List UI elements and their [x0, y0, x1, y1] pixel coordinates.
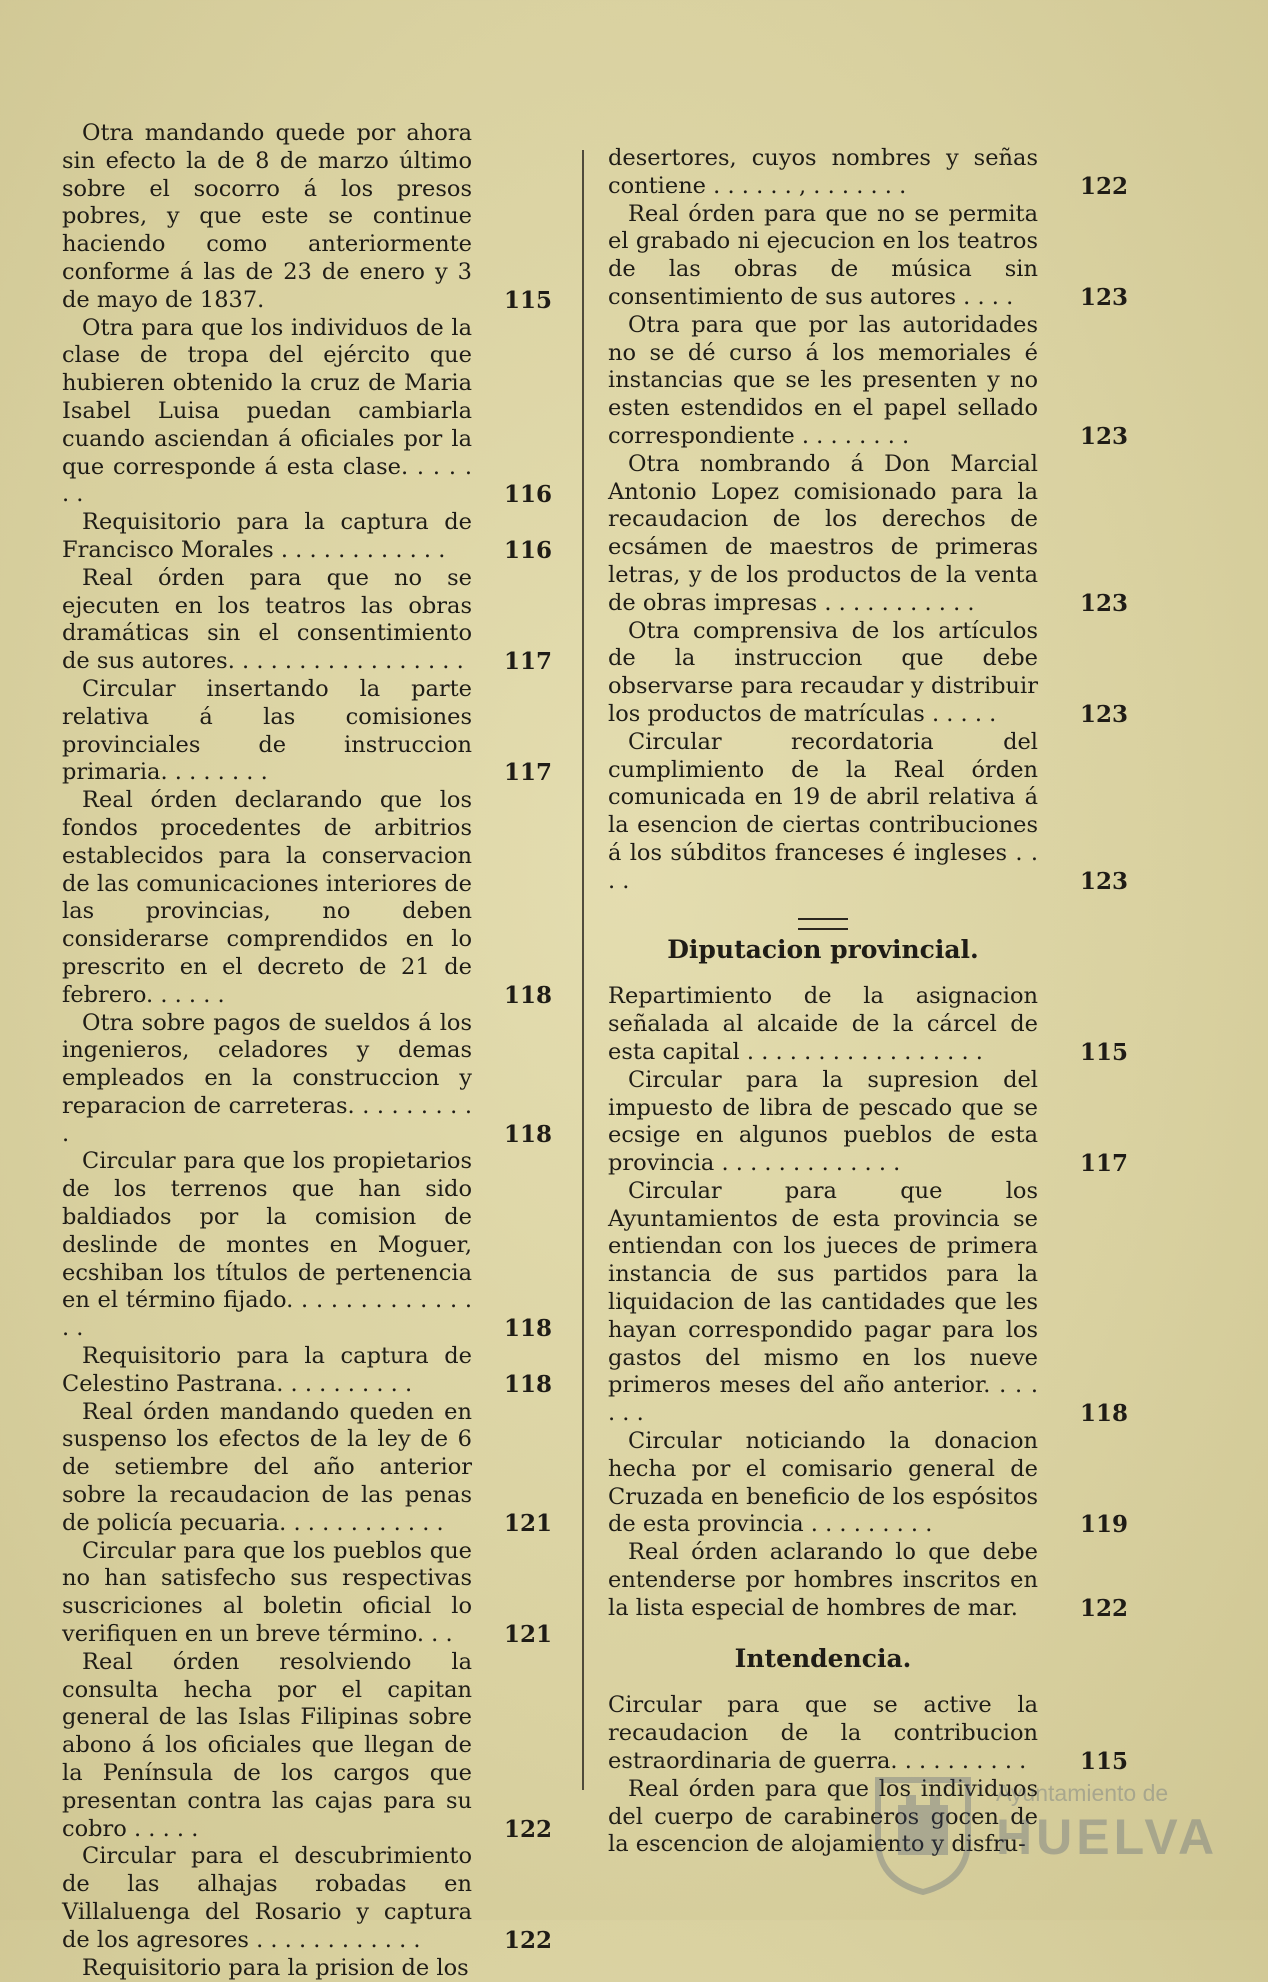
city-crest-icon	[868, 1770, 978, 1895]
watermark-line1: Ayuntamiento de	[996, 1780, 1169, 1806]
index-entry	[62, 1649, 562, 1844]
index-entry	[62, 1538, 562, 1649]
entry-text: desertores, cuyos nombres y señas contiene . . . . . . , . . . . . . .	[608, 145, 1038, 199]
entry-text: Real órden para que no se permita el grabado ni ejecucion en los teatros de las obras de música sin consentimiento de sus autores . . . .	[608, 200, 1038, 310]
entry-text: Otra para que por las autoridades no se dé curso á los memoriales é instancias que se les presenten y no esten estendidos en el papel sellado correspondiente . . . . . . . .	[608, 311, 1038, 449]
entry-page-number: 115	[1079, 1038, 1128, 1066]
sections	[608, 918, 1138, 1860]
entry-text: Otra nombrando á Don Marcial Antonio Lopez comisionado para la recaudacion de los derechos de ecsámen de maestros de primeras letras, y de los productos de la venta de obras impresas . . . . . . . . . . .	[608, 450, 1038, 616]
index-entry	[608, 729, 1138, 896]
entry-page-number: 121	[503, 1509, 552, 1537]
index-entry	[608, 983, 1138, 1066]
entry-text: Otra para que los individuos de la clase de tropa del ejército que hubieren obtenido la cruz de Maria Isabel Luisa puedan cambiarla cuando asciendan á oficiales por la que corresponde á esta clase. . . . . . .	[62, 314, 472, 508]
entry-page-number: 123	[1079, 589, 1128, 617]
entry-text: Otra comprensiva de los artículos de la instruccion que debe observarse para recaudar y distribuir los productos de matrículas . . . . .	[608, 617, 1038, 727]
entry-text: Circular para que los Ayuntamientos de esta provincia se entiendan con los jueces de primera instancia de sus partidos para la liquidacion de las cantidades que les hayan correspondido pagar para los gastos del mismo en los nueve primeros meses del año anterior. . . . . . .	[608, 1177, 1038, 1427]
entry-page-number: 123	[1079, 700, 1128, 728]
entry-page-number: 115	[1079, 1748, 1128, 1776]
entry-text: Circular para que los propietarios de los terrenos que han sido baldiados por la comision de deslinde de montes en Moguer, ecshiban los títulos de pertenencia en el término fijado. . . . . . . . . . . . . . .	[62, 1148, 472, 1342]
index-entry	[608, 201, 1138, 312]
entry-text: Real órden para que no se ejecuten en los teatros las obras dramáticas sin el consentimiento de sus autores. . . . . . . . . . . . . . . . .	[62, 564, 472, 675]
index-entry	[62, 1148, 562, 1343]
watermark	[868, 1770, 1219, 1900]
entry-page-number: 122	[503, 1815, 552, 1843]
index-entry	[62, 315, 562, 510]
entry-page-number: 123	[1079, 867, 1128, 895]
right-intro-entries	[608, 145, 1138, 896]
entry-text: Otra mandando quede por ahora sin efecto la de 8 de marzo último sobre el socorro á los presos pobres, y que este se continue haciendo como anteriormente conforme á las de 23 de enero y 3 de mayo de 1837.	[62, 120, 472, 313]
entry-text: Circular para la supresion del impuesto de libra de pescado que se ecsige en algunos pueblos de esta provincia . . . . . . . . . . . . .	[608, 1066, 1038, 1177]
entry-text: Repartimiento de la asignacion señalada al alcaide de la cárcel de esta capital . . . . . . . . . . . . . . . . .	[608, 983, 1038, 1065]
entry-text: Requisitorio para la captura de Francisco Morales . . . . . . . . . . . .	[62, 509, 472, 563]
entry-text: Circular noticiando la donacion hecha por el comisario general de Cruzada en beneficio de los espósitos de esta provincia . . . . . . . . .	[608, 1428, 1038, 1538]
entry-text: Circular para que los pueblos que no han satisfecho sus respectivas suscriciones al boletin oficial lo verifiquen en un breve término. . .	[62, 1537, 472, 1648]
entry-page-number: 121	[503, 1621, 552, 1649]
entry-text: Real órden declarando que los fondos procedentes de arbitrios establecidos para la conservacion de las comunicaciones interiores de las provincias, no deben considerarse comprendidos en lo prescrito en el decreto de 21 de febrero. . . . . .	[62, 787, 472, 1008]
index-entry	[62, 787, 562, 1009]
section-heading	[608, 1645, 1038, 1673]
index-entry	[62, 1399, 562, 1538]
entry-page-number: 122	[503, 1926, 552, 1954]
index-entry	[608, 451, 1138, 618]
column-divider	[582, 150, 584, 1790]
entry-text: Requisitorio para la prision de los	[82, 1954, 469, 1981]
entry-page-number: 118	[503, 981, 552, 1009]
entry-text: Real órden para que los individuos del cuerpo de carabineros gocen de la escencion de alojamiento y disfru-	[608, 1775, 1038, 1858]
entry-text: Circular insertando la parte relativa á las comisiones provinciales de instruccion primaria. . . . . . . .	[62, 675, 472, 786]
watermark-line2: HUELVA	[996, 1809, 1219, 1865]
entry-text: Circular recordatoria del cumplimiento de la Real órden comunicada en 19 de abril relativa á la esencion de ciertas contribuciones á los súbditos franceses é ingleses . . . .	[608, 728, 1038, 894]
entry-page-number: 117	[503, 759, 552, 787]
index-entry	[62, 509, 562, 565]
entry-page-number: 116	[503, 536, 552, 564]
entry-page-number: 122	[1079, 172, 1128, 200]
index-entry	[608, 1692, 1138, 1775]
right-column	[608, 145, 1138, 1859]
entry-text: Real órden mandando queden en suspenso los efectos de la ley de 6 de setiembre del año anterior sobre la recaudacion de las penas de policía pecuaria. . . . . . . . . . . .	[62, 1398, 472, 1536]
entry-page-number: 122	[1079, 1594, 1128, 1622]
index-entry	[608, 145, 1138, 201]
index-entry	[608, 1539, 1138, 1622]
index-entry	[62, 1010, 562, 1149]
left-column	[62, 120, 562, 1982]
entry-text: Requisitorio para la captura de Celestino Pastrana. . . . . . . . . .	[62, 1343, 472, 1397]
index-entry	[608, 1428, 1138, 1539]
entry-page-number: 119	[1079, 1511, 1128, 1539]
index-entry	[608, 1067, 1138, 1178]
ornament-rule	[798, 918, 848, 930]
index-entry	[62, 120, 562, 315]
entry-text: Circular para el descubrimiento de las alhajas robadas en Villaluenga del Rosario y captura de los agresores . . . . . . . . . . . .	[62, 1843, 472, 1953]
index-entry	[608, 312, 1138, 451]
entry-page-number: 118	[503, 1370, 552, 1398]
entry-text: Real órden resolviendo la consulta hecha por el capitan general de las Islas Filipinas sobre abono á los oficiales que llegan de la Península de los cargos que presentan contra las cajas para su cobro . . . . .	[62, 1648, 472, 1842]
index-entry	[62, 1343, 562, 1399]
entry-page-number: 118	[503, 1120, 552, 1148]
index-entry	[62, 1955, 562, 1982]
entry-page-number: 116	[503, 481, 552, 509]
entry-page-number: 123	[1079, 422, 1128, 450]
index-entry	[608, 618, 1138, 729]
entry-page-number: 115	[503, 286, 552, 314]
index-entry	[62, 676, 562, 787]
entry-text: Otra sobre pagos de sueldos á los ingenieros, celadores y demas empleados en la construccion y reparacion de carreteras. . . . . . . . . .	[62, 1009, 472, 1147]
entry-page-number: 117	[1079, 1150, 1128, 1178]
entry-page-number: 117	[503, 648, 552, 676]
entry-text: Circular para que se active la recaudacion de la contribucion estraordinaria de guerra. . . . . . . . . .	[608, 1692, 1038, 1775]
entry-page-number: 118	[503, 1315, 552, 1343]
entry-page-number: 118	[1079, 1400, 1128, 1428]
index-entry	[62, 565, 562, 676]
section-title: Diputacion provincial.	[667, 934, 979, 964]
entry-text: Real órden aclarando lo que debe entenderse por hombres inscritos en la lista especial de hombres de mar.	[608, 1539, 1038, 1621]
index-entry	[608, 1178, 1138, 1428]
entry-page-number: 123	[1079, 283, 1128, 311]
section-title: Intendencia.	[734, 1643, 912, 1673]
index-entry	[62, 1843, 562, 1954]
section-heading	[608, 918, 1038, 964]
